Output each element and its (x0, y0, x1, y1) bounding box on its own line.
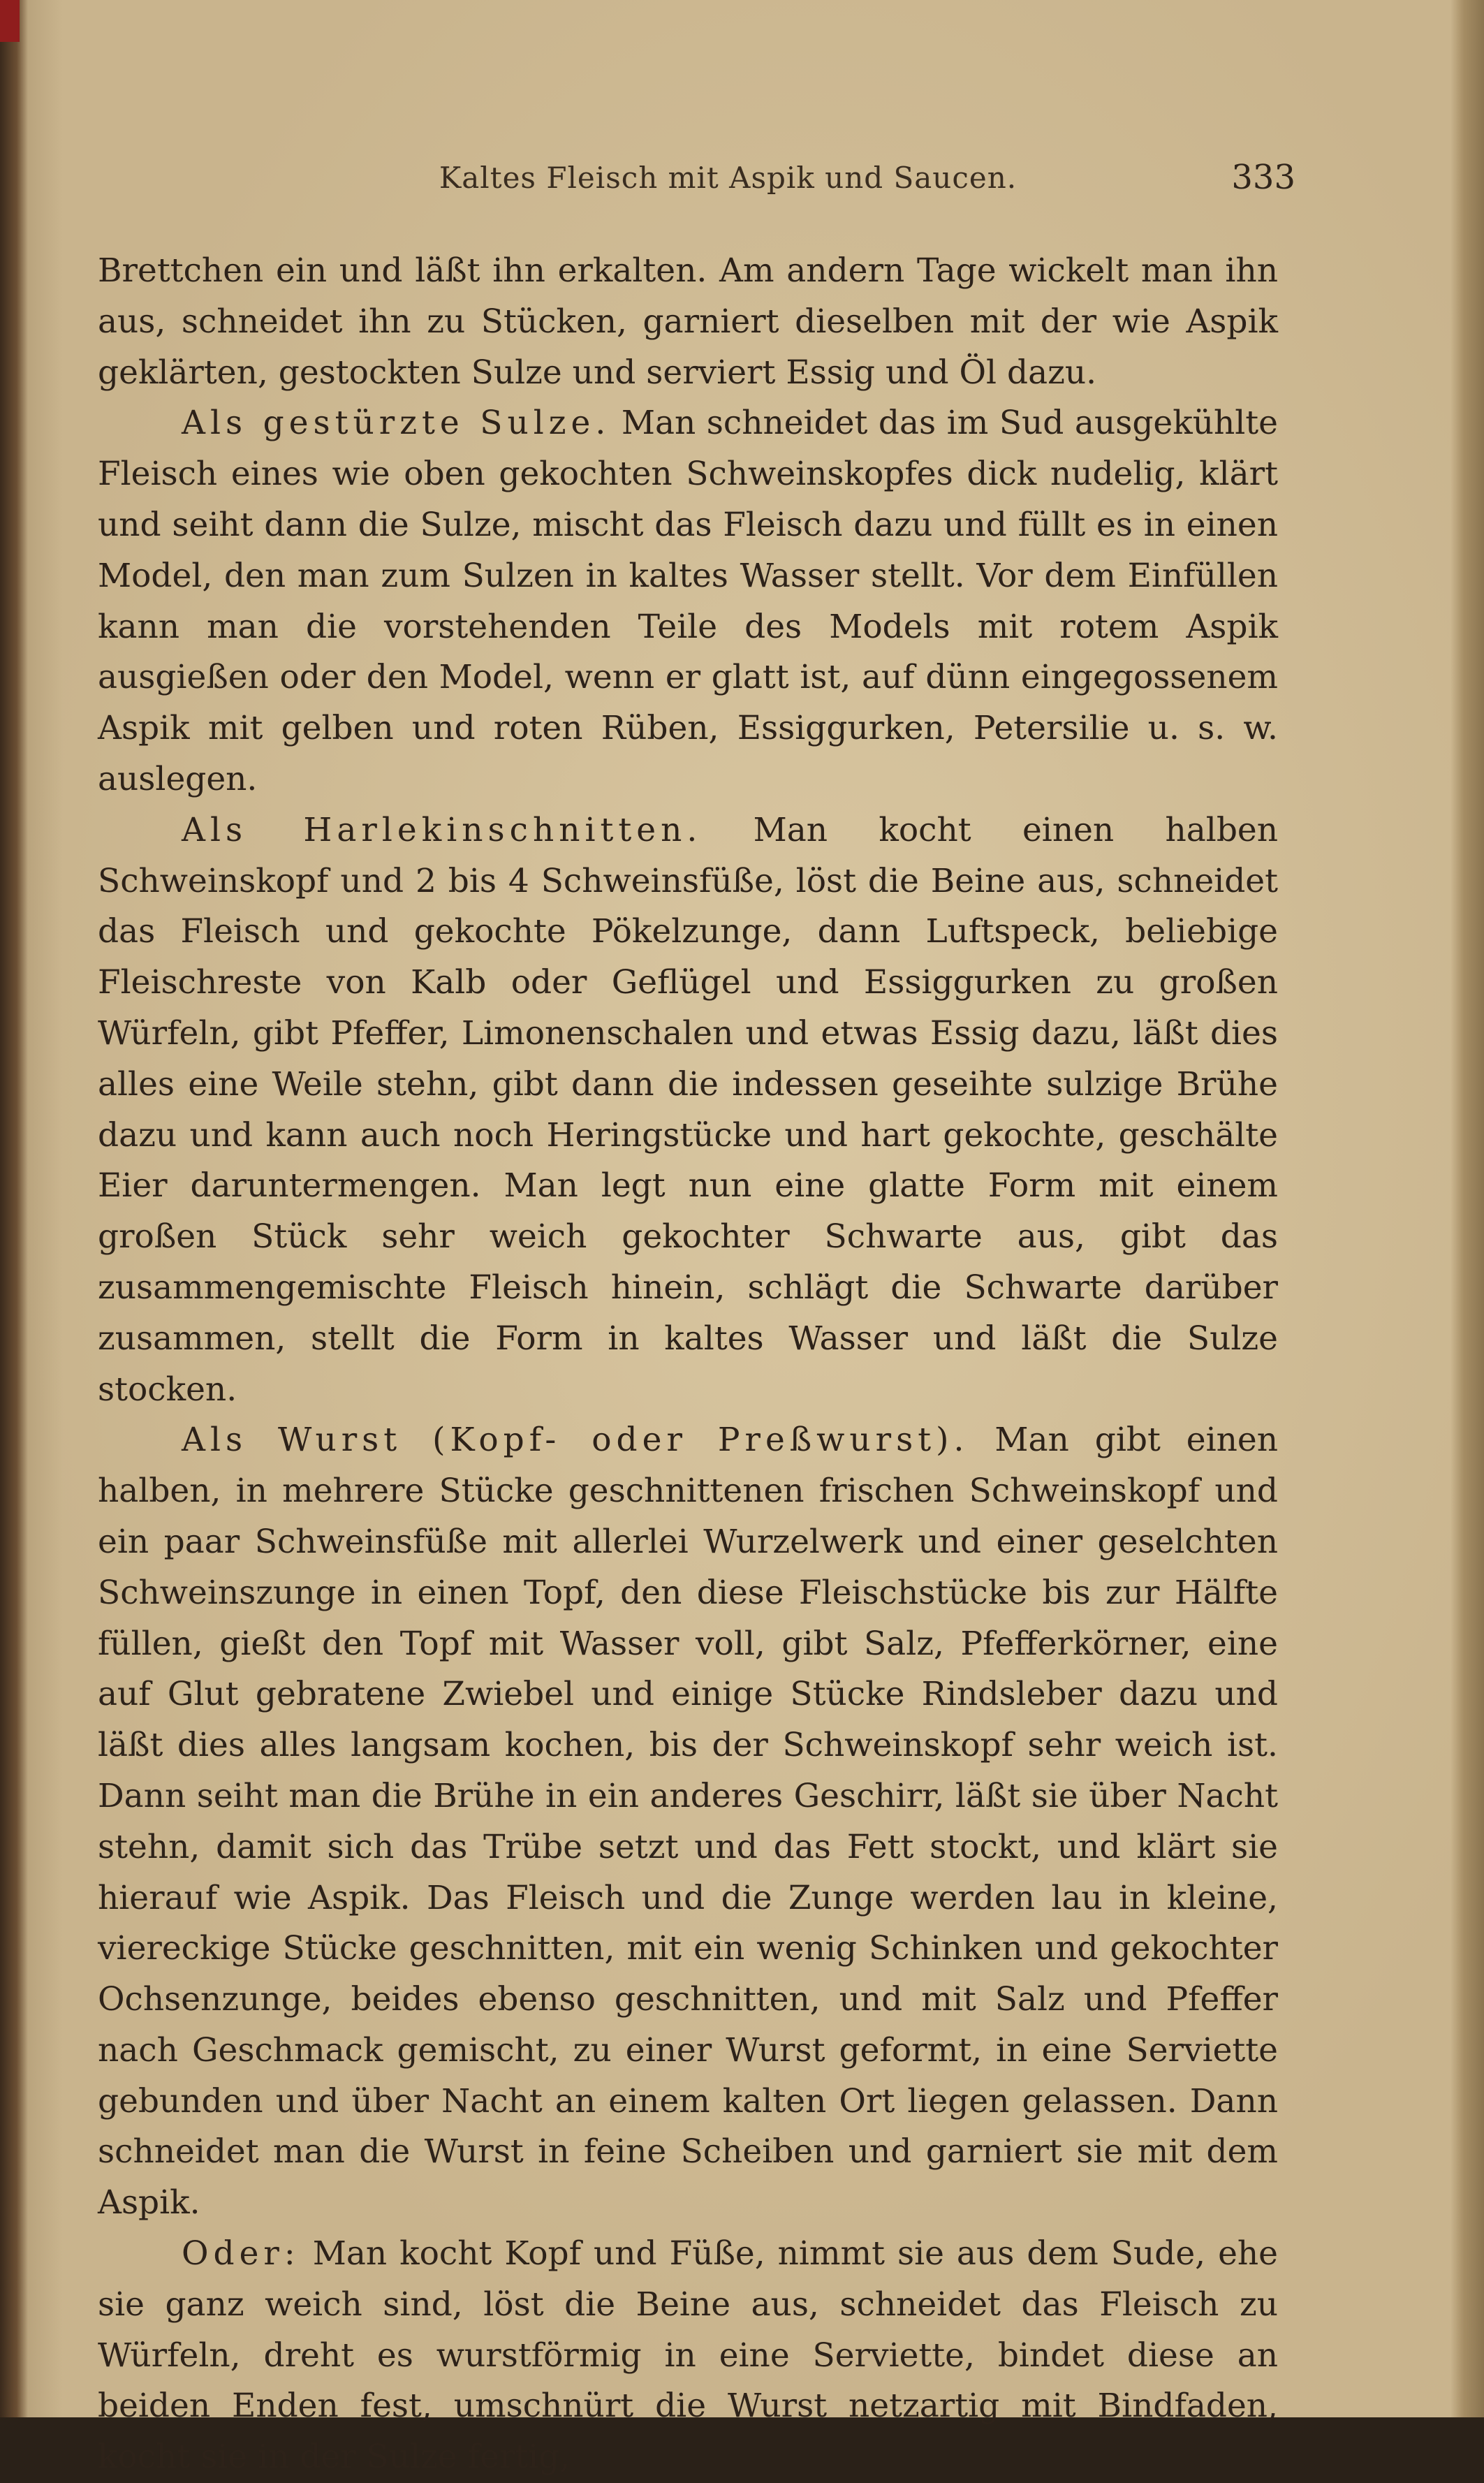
paragraph-text: Man schneidet das im Sud ausgekühlte Fleisch eines wie oben gekochten Schweinskopfes dick nudelig, klärt und seiht dann die Sulze, mischt das Fleisch dazu und füllt es in einen Model, den man zum Sulzen in kaltes Wasser stellt. Vor dem Einfüllen kann man die vorstehenden Teile des Models mit rotem Aspik ausgießen oder den Model, wenn er glatt ist, auf dünn eingegossenem Aspik mit gelben und roten Rüben, Essiggurken, Petersilie u. s. w. auslegen. (98, 404, 1278, 798)
paragraph-lead: Als Wurst (Kopf- oder Preßwurst). (182, 1421, 969, 1460)
paragraph (98, 1415, 1278, 2229)
body-text (98, 246, 1278, 2483)
paragraph-text: Man kocht einen halben Schweinskopf und 2 bis 4 Schweinsfüße, löst die Beine aus, schneidet das Fleisch und gekochte Pökelzunge, dann Luftspeck, beliebige Fleischreste von Kalb oder Geflügel und Essiggurken zu großen Würfeln, gibt Pfeffer, Limonenschalen und etwas Essig dazu, läßt dies alles eine Weile stehn, gibt dann die indessen geseihte sulzige Brühe dazu und kann auch noch Heringstücke und hart gekochte, geschälte Eier daruntermengen. Man legt nun eine glatte Form mit einem großen Stück sehr weich gekochter Schwarte aus, gibt das zusammengemischte Fleisch hinein, schlägt die Schwarte darüber zusammen, stellt die Form in kaltes Wasser und läßt die Sulze stocken. (98, 810, 1278, 1409)
paragraph-text: Man kocht Kopf und Füße, nimmt sie aus dem Sude, ehe sie ganz weich sind, löst die Beine aus, schneidet das Fleisch zu Würfeln, dreht es wurstförmig in eine Serviette, bindet diese an beiden Enden fest, umschnürt die Wurst netzartig mit Bindfaden, kocht sie in der Sulze fertig, (98, 2234, 1278, 2477)
paragraph (98, 246, 1278, 398)
red-binding-mark (0, 0, 20, 42)
paragraph (98, 398, 1278, 805)
paragraph-text: Man gibt einen halben, in mehrere Stücke geschnittenen frischen Schweinskopf und ein paar Schweinsfüße mit allerlei Wurzelwerk und einer geselchten Schweinszunge in einen Topf, den diese Fleischstücke bis zur Hälfte füllen, gießt den Topf mit Wasser voll, gibt Salz, Pfefferkörner, eine auf Glut gebratene Zwiebel und einige Stücke Rindsleber dazu und läßt dies alles langsam kochen, bis der Schweinskopf sehr weich ist. Dann seiht man die Brühe in ein anderes Geschirr, läßt sie über Nacht stehn, damit sich das Trübe setzt und das Fett stockt, und klärt sie hierauf wie Aspik. Das Fleisch und die Zunge werden lau in kleine, viereckige Stücke geschnitten, mit ein wenig Schinken und gekochter Ochsenzunge, beides ebenso geschnitten, und mit Salz und Pfeffer nach Geschmack gemischt, zu einer Wurst geformt, in eine Serviette gebunden und über Nacht an einem kalten Ort liegen gelassen. Dann schneidet man die Wurst in feine Scheiben und garniert sie mit dem Aspik. (98, 1421, 1278, 2222)
paragraph-lead: Oder: (182, 2234, 300, 2273)
page-header (161, 154, 1295, 203)
running-title: Kaltes Fleisch mit Aspik und Saucen. (439, 161, 1018, 195)
paragraph-lead: Als Harlekinschnitten. (182, 810, 703, 849)
book-binding (0, 0, 28, 2417)
page-edge-shadow (1450, 0, 1484, 2417)
paragraph-lead: Als gestürzte Sulze. (182, 404, 611, 443)
page-number: 333 (1231, 158, 1295, 197)
paragraph (98, 2229, 1278, 2483)
paragraph (98, 805, 1278, 1416)
paragraph-text: Brettchen ein und läßt ihn erkalten. Am andern Tage wickelt man ihn aus, schneidet ihn zu Stücken, garniert dieselben mit der wie Aspik geklärten, gestockten Sulze und serviert Essig und Öl dazu. (98, 251, 1278, 392)
